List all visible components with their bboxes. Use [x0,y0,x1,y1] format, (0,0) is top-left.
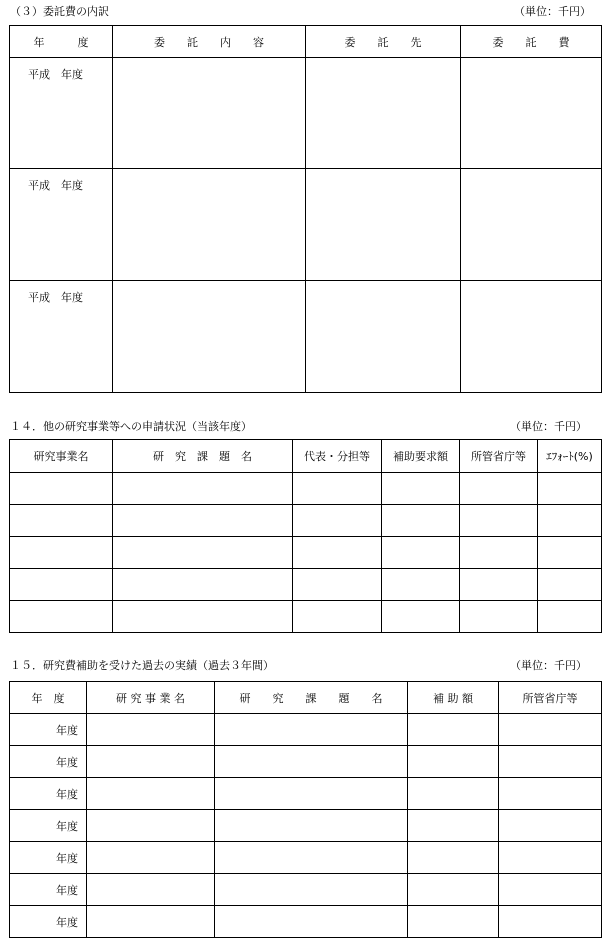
header-role: 代表・分担等 [293,440,382,473]
year-cell: 年度 [10,874,87,906]
year-cell: 平成 年度 [10,58,113,169]
header-commissionee: 委 託 先 [306,26,461,58]
table-header-row [10,682,602,714]
past-grants-table [9,681,602,938]
year-cell: 年度 [10,746,87,778]
cost-cell [461,58,602,169]
table-row [10,569,602,601]
header-commission-cost: 委 託 費 [461,26,602,58]
year-cell: 年度 [10,906,87,938]
table-row [10,58,602,169]
table-row [10,473,602,505]
header-year: 年 度 [10,26,113,58]
section-3-unit: （単位：千円） [514,5,591,18]
cost-cell [461,169,602,281]
section-15-title: １５．研究費補助を受けた過去の実績（過去３年間） [10,659,274,672]
table-row [10,746,602,778]
table-row [10,810,602,842]
table-row [10,281,602,393]
table-row [10,874,602,906]
year-cell: 平成 年度 [10,169,113,281]
header-project-name: 研究事業名 [10,440,113,473]
content-cell [113,281,306,393]
commission-cost-table [9,25,602,393]
header-research-topic: 研 究 課 題 名 [215,682,408,714]
header-commission-content: 委 託 内 容 [113,26,306,58]
table-row [10,169,602,281]
table-row [10,714,602,746]
other-applications-table [9,439,602,633]
header-project-name: 研 究 事 業 名 [87,682,215,714]
header-research-topic: 研 究 課 題 名 [113,440,293,473]
section-14-title: １４．他の研究事業等への申請状況（当該年度） [10,420,252,433]
cost-cell [461,281,602,393]
header-ministry: 所管省庁等 [460,440,538,473]
commissionee-cell [306,58,461,169]
header-grant-amount: 補 助 額 [408,682,499,714]
table-row [10,601,602,633]
table-row [10,505,602,537]
table-row [10,537,602,569]
section-14-unit: （単位：千円） [510,420,587,433]
content-cell [113,58,306,169]
table-row [10,778,602,810]
table-header-row [10,440,602,473]
commissionee-cell [306,281,461,393]
table-row [10,906,602,938]
content-cell [113,169,306,281]
header-requested-amount: 補助要求額 [382,440,460,473]
table-row [10,842,602,874]
header-ministry: 所管省庁等 [499,682,602,714]
section-3-title: （３）委託費の内訳 [10,5,109,18]
year-cell: 年度 [10,842,87,874]
section-15-unit: （単位：千円） [510,659,587,672]
year-cell: 年度 [10,810,87,842]
year-cell: 年度 [10,778,87,810]
header-year: 年 度 [10,682,87,714]
table-header-row [10,26,602,58]
year-cell: 年度 [10,714,87,746]
header-effort: ｴﾌｫｰﾄ(%) [538,440,602,473]
commissionee-cell [306,169,461,281]
year-cell: 平成 年度 [10,281,113,393]
